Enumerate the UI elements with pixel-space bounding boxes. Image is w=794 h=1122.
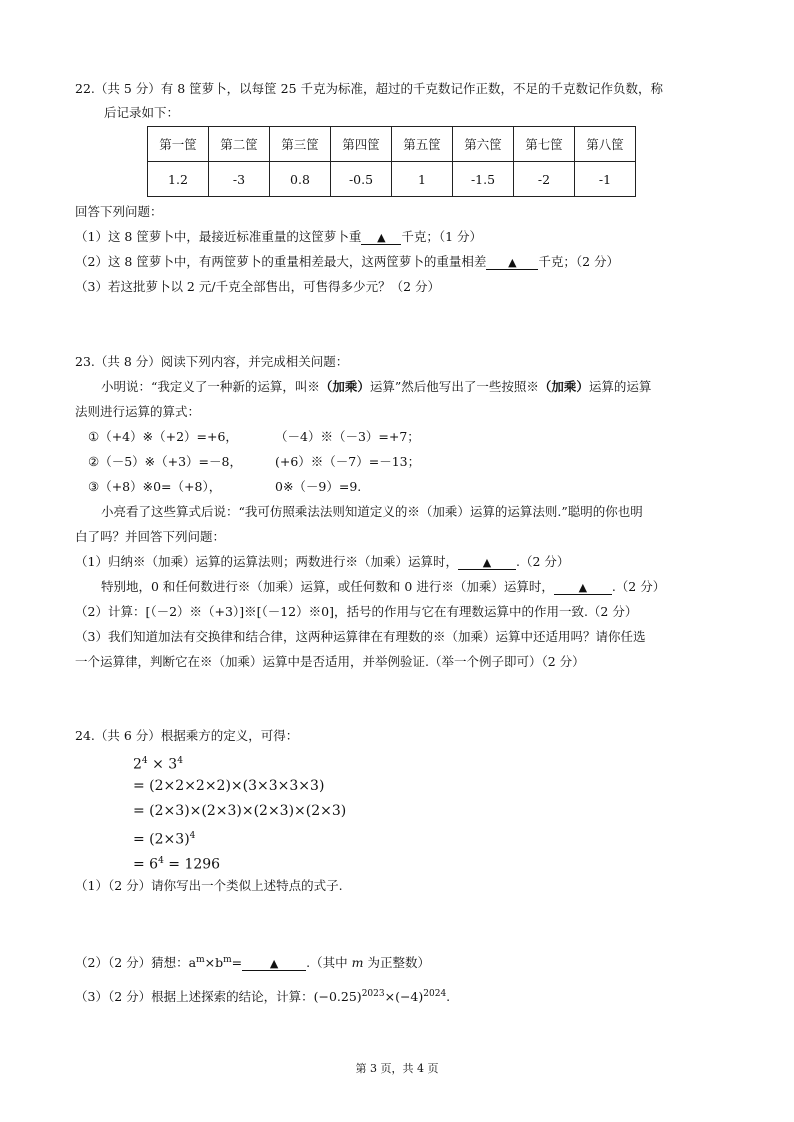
- q22-part1: [75, 228, 482, 246]
- math-exponent: 4: [177, 756, 183, 766]
- q23-eq1a: ①（+4）※（+2）=+6，: [88, 429, 238, 444]
- q24-part3-text: ×(−4): [384, 989, 424, 1005]
- q22-part1-text: （1）这 8 筐萝卜中，最接近标准重量的这筐萝卜重: [75, 229, 362, 244]
- q22-intro-line1: 22.（共 5 分）有 8 筐萝卜，以每筐 25 千克为标准，超过的千克数记作正数，不足的千克数记作负数，称: [75, 81, 664, 96]
- table-value-row: [148, 162, 636, 197]
- table-value-cell: 0.8: [270, 162, 331, 197]
- q23-part3-line2: 一个运算律，判断它在※（加乘）运算中是否适用，并举例验证.（举一个例子即可）（2 分）: [75, 654, 585, 669]
- math-exponent: m: [223, 955, 232, 965]
- table-value-cell: -2: [514, 162, 575, 197]
- q22-part2-text: （2）这 8 筐萝卜中，有两筐萝卜的重量相差最大，这两筐萝卜的重量相差: [75, 254, 487, 269]
- q22-part3: （3）若这批萝卜以 2 元/千克全部售出，可售得多少元？（2 分）: [75, 279, 440, 294]
- math-exponent: 2024: [423, 989, 447, 999]
- q24-part2-text: 为正整数）: [363, 955, 430, 971]
- q23-para1: [101, 378, 651, 396]
- table-value-cell: 1: [392, 162, 453, 197]
- q24-part2-text: ×b: [204, 955, 224, 971]
- q24-part2-text: .（其中: [306, 955, 352, 971]
- math-term: = (2×3): [133, 831, 190, 848]
- q23-part1-special: [101, 578, 665, 596]
- answer-blank[interactable]: [361, 229, 401, 245]
- answer-blank[interactable]: [554, 579, 612, 595]
- q22-part2: [75, 253, 619, 271]
- math-exponent: 4: [141, 756, 148, 766]
- q23-para1-bold: （加乘）: [319, 379, 370, 394]
- table-value-cell: -1: [575, 162, 636, 197]
- triangle-icon: ▲: [578, 581, 588, 594]
- q24-part2-text: =: [231, 955, 243, 971]
- q24-part3-text: （3）（2 分）根据上述探索的结论，计算：(−0.25): [75, 989, 362, 1005]
- table-header-cell: 第四筐: [331, 127, 392, 162]
- q23-eq1b: （－4）※（－3）=+7；: [275, 429, 420, 444]
- q23-para4: 白了吗？并回答下列问题：: [75, 529, 226, 544]
- q24-part3: [75, 985, 450, 1006]
- table-header-cell: 第七筐: [514, 127, 575, 162]
- q23-intro: 23.（共 8 分）阅读下列内容，并完成相关问题：: [75, 354, 349, 369]
- table-header-cell: 第二筐: [209, 127, 270, 162]
- q23-eq2b: (+6）※（－7）=－13；: [275, 454, 421, 469]
- q23-para1-text3: 运算的运算: [588, 379, 652, 394]
- math-exponent: 2023: [361, 989, 385, 999]
- answer-blank[interactable]: [242, 955, 306, 971]
- table-header-cell: 第五筐: [392, 127, 453, 162]
- q23-para1-text: 小明说：“我定义了一种新的运算，叫※: [101, 379, 320, 394]
- q23-para2: 法则进行运算的算式：: [75, 404, 201, 419]
- q23-part2: （2）计算：[（－2）※（+3）]※[（－12）※0]，括号的作用与它在有理数运算中的作用一致.（2 分）: [75, 604, 638, 619]
- q22-part2-unit: 千克；（2 分）: [538, 254, 620, 269]
- q22-intro-line2: 后记录如下：: [104, 105, 180, 120]
- table-value-cell: -0.5: [331, 162, 392, 197]
- q23-para1-text2: 运算”然后他写出了一些按照※: [369, 379, 539, 394]
- answer-blank[interactable]: [458, 554, 516, 570]
- table-header-cell: 第三筐: [270, 127, 331, 162]
- q24-math-line3: = (2×3)×(2×3)×(2×3)×(2×3): [133, 803, 347, 819]
- answer-blank[interactable]: [486, 254, 538, 270]
- q24-part2: [75, 951, 430, 972]
- triangle-icon: ▲: [269, 957, 279, 971]
- q23-eq3b: 0※（－9）=9.: [275, 479, 362, 494]
- q23-eq3a: ③（+8）※0=（+8），: [88, 479, 222, 494]
- triangle-icon: ▲: [377, 231, 386, 244]
- table-header-cell: 第六筐: [453, 127, 514, 162]
- math-exponent: 4: [158, 856, 164, 866]
- basket-weight-table: [147, 126, 636, 197]
- q24-math-line1: [133, 752, 183, 774]
- q22-answer-prompt: 回答下列问题：: [75, 204, 163, 219]
- q24-math-line4: [133, 827, 195, 849]
- q24-math-line2: = (2×2×2×2)×(3×3×3×3): [133, 778, 325, 794]
- table-header-row: [148, 127, 636, 162]
- q24-part1: （1）（2 分）请你写出一个类似上述特点的式子.: [75, 878, 343, 893]
- math-term: 2: [133, 756, 142, 773]
- table-value-cell: 1.2: [148, 162, 209, 197]
- math-term: = 1296: [163, 856, 221, 873]
- triangle-icon: ▲: [482, 556, 492, 569]
- q24-part2-text: （2）（2 分）猜想：a: [75, 955, 197, 971]
- math-exponent: m: [196, 955, 205, 965]
- math-term: × 3: [147, 756, 178, 773]
- q24-part3-text: .: [446, 989, 451, 1005]
- q23-special-text: 特别地，0 和任何数进行※（加乘）运算，或任何数和 0 进行※（加乘）运算时，: [101, 579, 554, 594]
- q22-part1-unit: 千克；（1 分）: [401, 229, 483, 244]
- q23-part1-text: （1）归纳※（加乘）运算的运算法则；两数进行※（加乘）运算时，: [75, 554, 458, 569]
- q23-part3-line1: （3）我们知道加法有交换律和结合律，这两种运算律在有理数的※（加乘）运算中还适用吗？请你任选: [75, 629, 646, 644]
- q23-special-score: .（2 分）: [611, 579, 666, 594]
- q23-part1-score: .（2 分）: [515, 554, 570, 569]
- math-exponent: 4: [189, 831, 196, 841]
- q23-part1: [75, 553, 569, 571]
- q23-eq2a: ②（－5）※（+3）=－8，: [88, 454, 242, 469]
- table-value-cell: -3: [209, 162, 270, 197]
- table-header-cell: 第一筐: [148, 127, 209, 162]
- q24-math-line5: [133, 852, 220, 874]
- page-footer: 第 3 页，共 4 页: [355, 1062, 439, 1075]
- math-term: = 6: [133, 856, 159, 873]
- table-value-cell: -1.5: [453, 162, 514, 197]
- q24-intro: 24.（共 6 分）根据乘方的定义，可得：: [75, 728, 299, 743]
- q23-para3: 小亮看了这些算式后说：“我可仿照乘法法则知道定义的※（加乘）运算的运算法则.”聪明的你也明: [101, 504, 643, 519]
- table-header-cell: 第八筐: [575, 127, 636, 162]
- triangle-icon: ▲: [508, 256, 517, 269]
- q24-part2-variable: m: [351, 955, 364, 971]
- q23-para1-bold2: （加乘）: [538, 379, 589, 394]
